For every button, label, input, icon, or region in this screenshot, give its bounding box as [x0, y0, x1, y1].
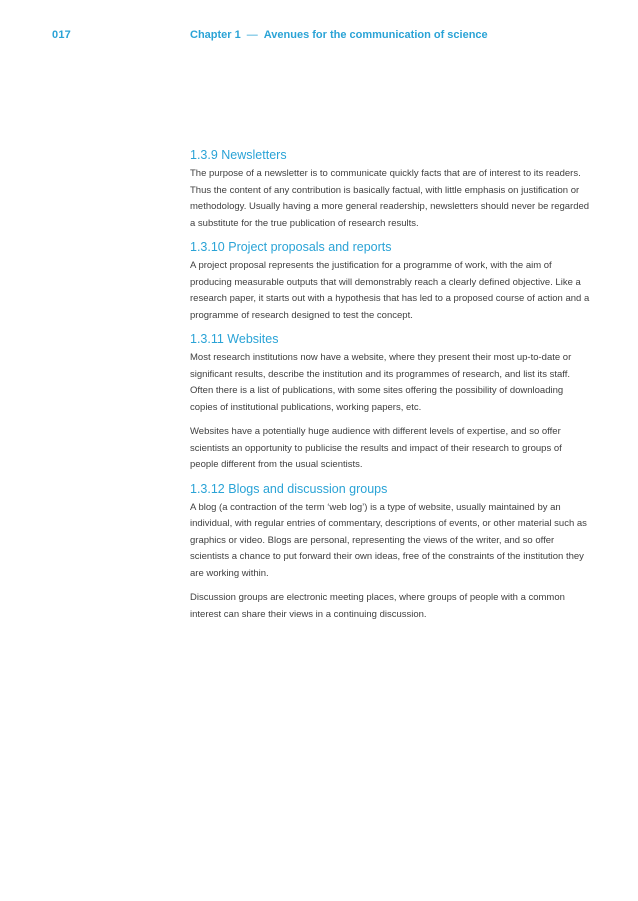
section-heading: 1.3.12 Blogs and discussion groups [190, 481, 388, 496]
section-heading: 1.3.9 Newsletters [190, 148, 287, 162]
page-number: 017 [52, 29, 71, 41]
paragraph: The purpose of a newsletter is to communicate quickly facts that are of interest to its readers. Thus the content of any contribution is basically factual, with little emphasis on justification or methodology. Usually having a more general readership, newsletters should never be regarded a substitute for the true publication of research results. [190, 168, 590, 229]
paragraph: Most research institutions now have a website, where they present their most up-to-date or significant results, describe the institution and its programmes of research, and list its staff. Often there is a list of publications, with some sites offering the possibility of downloading copies of institutional publications, working papers, etc. [190, 352, 572, 413]
paragraph: Discussion groups are electronic meeting places, where groups of people with a common interest can share their views in a continuing discussion. [190, 592, 565, 620]
section-heading: 1.3.11 Websites [190, 332, 279, 346]
paragraph: Websites have a potentially huge audience with different levels of expertise, and so offer scientists an opportunity to publicise the results and impact of their research to groups of people different from the usual scientists. [190, 426, 562, 470]
running-head [190, 29, 488, 41]
chapter-label: Chapter 1 [190, 29, 241, 41]
header-separator: — [246, 29, 258, 41]
section-newsletters [190, 147, 592, 232]
section-blogs [190, 481, 592, 624]
paragraph: A blog (a contraction of the term ‘web log’) is a type of website, usually maintained by an individual, with regular entries of commentary, descriptions of events, or other material such as graphics or video. Blogs are personal, representing the views of the writer, and so offer scientists a chance to put forward their own ideas, free of the constraints of the institution they are working within. [190, 501, 587, 579]
paragraph: A project proposal represents the justification for a programme of work, with the aim of producing measurable outputs that will demonstrably reach a clearly defined objective. Like a research paper, it starts out with a hypothesis that has led to a proposed course of action and a programme of research designed to test the concept. [190, 260, 590, 321]
section-heading: 1.3.10 Project proposals and reports [190, 240, 392, 254]
section-websites [190, 331, 592, 474]
chapter-title: Avenues for the communication of science [263, 29, 488, 41]
section-project-proposals [190, 239, 592, 324]
main-content [190, 147, 592, 631]
